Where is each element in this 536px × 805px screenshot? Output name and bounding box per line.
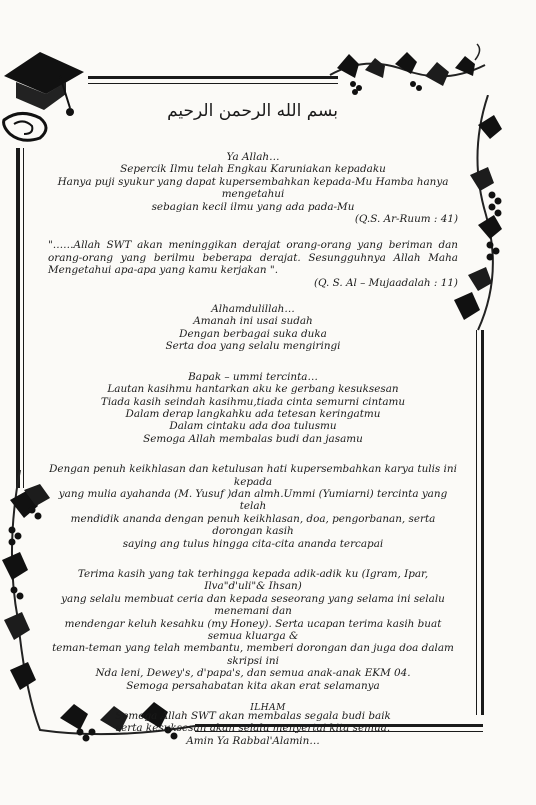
thanks-line: Semoga persahabatan kita akan erat selamanya [126, 679, 380, 692]
parents-line: Bapak – ummi tercinta… [188, 370, 318, 383]
graduation-cap-icon [0, 46, 90, 146]
frame-left-line-thin [23, 148, 24, 488]
parents-line: Dalam derap langkahku ada tetesan keringatmu [125, 407, 381, 420]
dedication-line: yang mulia ayahanda (M. Yusuf )dan almh.Ummi (Yumiarni) tercinta yang telah [58, 487, 448, 513]
gratitude-line: Serta doa yang selalu mengiringi [165, 340, 341, 353]
closing-line: Amin Ya Rabbal'Alamin… [186, 734, 320, 747]
dedication-line: mendidik ananda dengan penuh keikhlasan, doa, pengorbanan, serta dorongan kasih [70, 512, 436, 538]
thanks-line: yang selalu membuat ceria dan kepada seseorang yang selama ini selalu menemani dan [61, 592, 445, 618]
frame-top-line [88, 76, 338, 79]
frame-right-line-thin [476, 330, 477, 715]
gratitude-line: Amanah ini usai sudah [193, 315, 313, 328]
thanks-line: Terima kasih yang tak terhingga kepada adik-adik ku (Igram, Ipar, Ilva"d'uli"& Ihsan) [77, 567, 429, 593]
gratitude-line: Dengan berbagai suka duka [179, 327, 327, 340]
dedication-text-block [48, 151, 458, 747]
bismillah-calligraphy: بسم الله الرحمن الرحيم [167, 101, 338, 121]
thanks-line: teman-teman yang telah membantu, memberi dorongan dan juga doa dalam skripsi ini [52, 642, 454, 667]
grape-vine-top-right-ornament [325, 40, 490, 100]
parents-line: Lautan kasihmu hantarkan aku ke gerbang kesuksesan [107, 383, 399, 396]
dedication-line: saying ang tulus hingga cita-cita ananda tercapai [122, 537, 384, 550]
opening-line: Ya Allah… [226, 151, 280, 163]
quote-citation: (Q. S. Al – Mujaadalah : 11) [313, 276, 458, 289]
closing-line: serta kesuksesan akan selalu menyertai kita semua. [115, 722, 391, 735]
frame-top-line-thin [88, 83, 338, 84]
frame-right-line [481, 330, 484, 715]
opening-line: Hanya puji syukur yang dapat kupersembahkan kepada-Mu Hamba hanya mengetahui [57, 175, 449, 201]
quote-text: "……Allah SWT akan meninggikan derajat orang-orang yang beriman dan orang-orang yang berilmu beberapa derajat. Sesungguhnya Allah Maha Mengetahui apa-apa yang kamu kerjakan ". [48, 239, 458, 277]
opening-line: Sepercik Ilmu telah Engkau Karuniakan kepadaku [120, 163, 386, 176]
frame-left-line [16, 148, 20, 488]
opening-citation: (Q.S. Ar-Ruum : 41) [354, 213, 458, 226]
signature-name: ILHAM [250, 703, 286, 713]
parents-line: Dalam cintaku ada doa tulusmu [169, 420, 337, 433]
gratitude-line: Alhamdulillah… [211, 303, 295, 316]
opening-line: sebagian kecil ilmu yang ada pada-Mu [151, 200, 355, 213]
parents-line: Tiada kasih seindah kasihmu,tiada cinta semurni cintamu [100, 395, 406, 408]
thanks-line: mendengar keluh kesahku (my Honey). Serta ucapan terima kasih buat semua kluarga & [64, 617, 442, 642]
thanks-line: Nda leni, Dewey's, d'papa's, dan semua anak-anak EKM 04. [95, 667, 411, 680]
dedication-line: Dengan penuh keikhlasan dan ketulusan hati kupersembahkan karya tulis ini kepada [49, 463, 457, 488]
closing-line: Semoga Allah SWT akan membalas segala budi baik [115, 710, 391, 723]
parents-line: Semoga Allah membalas budi dan jasamu [143, 432, 363, 445]
